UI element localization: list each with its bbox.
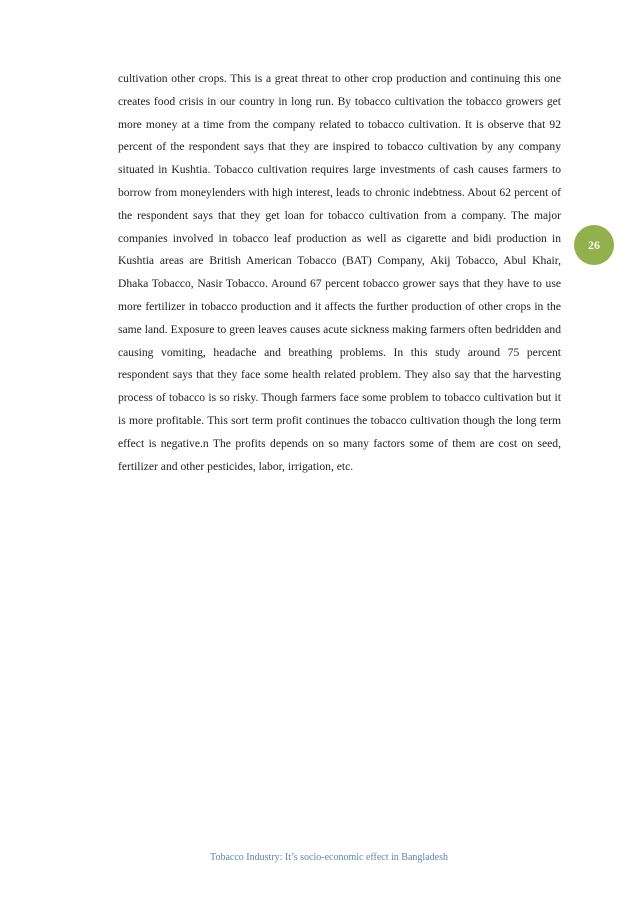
body-paragraph: cultivation other crops. This is a great threat to other crop production and continuing this one creates food crisis in our country in long run. By tobacco cultivation the tobacco growers get more money at a time from the company related to tobacco cultivation. It is observe that 92 percent of the respondent says that they are inspired to tobacco cultivation by any company situated in Kushtia. Tobacco cultivation requires large investments of cash causes farmers to borrow from moneylenders with high interest, leads to chronic indebtness. About 62 percent of the respondent says that they get loan for tobacco cultivation from a company. The major companies involved in tobacco leaf production as well as cigarette and bidi production in Kushtia areas are British American Tobacco (BAT) Company, Akij Tobacco, Abul Khair, Dhaka Tobacco, Nasir Tobacco. Around 67 percent tobacco grower says that they have to use more fertilizer in tobacco production and it affects the further production of other crops in the same land. Exposure to green leaves causes acute sickness making farmers often bedridden and causing vomiting, headache and breathing problems. In this study around 75 percent respondent says that they face some health related problem. They also say that the harvesting process of tobacco is so risky. Though farmers face some problem to tobacco cultivation but it is more profitable. This sort term profit continues the tobacco cultivation though the long term effect is negative.n The profits depends on so many factors some of them are cost on seed, fertilizer and other pesticides, labor, irrigation, etc.	[118, 72, 561, 473]
page-number-badge: 26	[574, 225, 614, 265]
page-footer: Tobacco Industry: It’s socio-economic effect in Bangladesh	[210, 852, 448, 863]
